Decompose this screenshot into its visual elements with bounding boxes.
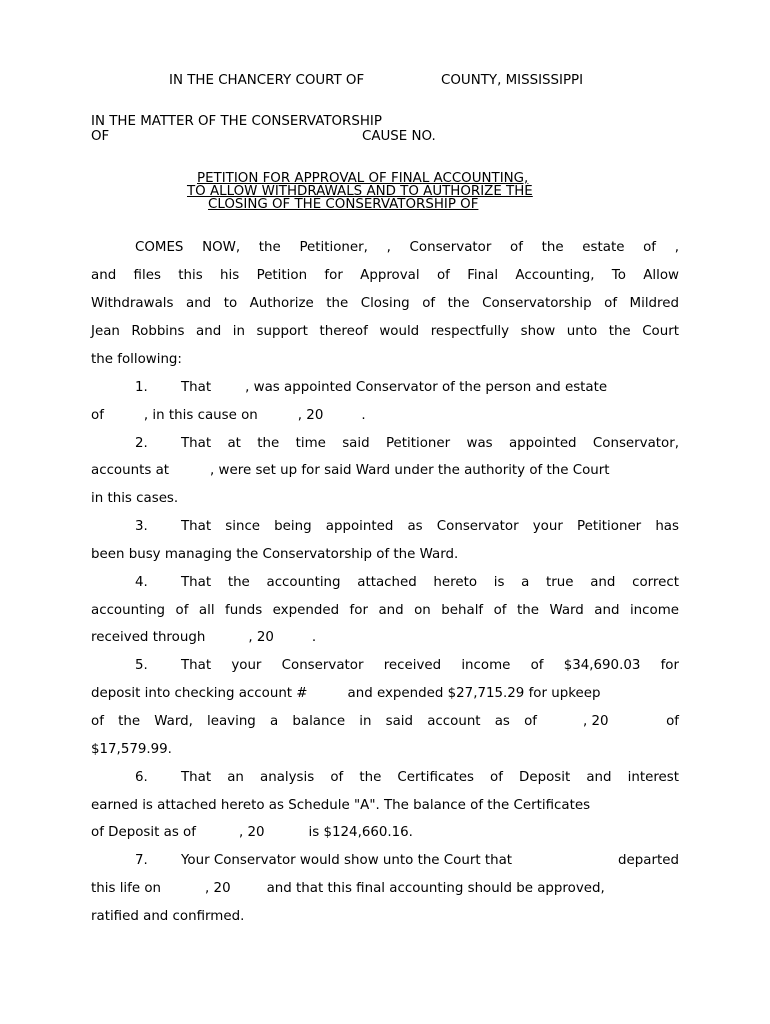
- item-3-line-2: been busy managing the Conservatorship of the Ward.: [91, 547, 459, 562]
- item-6-line-3: of Deposit as of , 20 is $124,660.16.: [91, 825, 413, 840]
- item-6-line-1: 6. That an analysis of the Certificates of Deposit and interest: [135, 770, 679, 785]
- intro-line-5: the following:: [91, 352, 182, 367]
- item-4-line-2: accounting of all funds expended for and on behalf of the Ward and income: [91, 603, 679, 618]
- item-1-line-1: 1. That , was appointed Conservator of the person and estate: [135, 380, 608, 395]
- item-5-line-3: of the Ward, leaving a balance in said account as of , 20 of: [91, 714, 679, 729]
- item-7-line-3: ratified and confirmed.: [91, 909, 245, 924]
- item-4-line-3: received through , 20 .: [91, 630, 317, 645]
- matter-line: IN THE MATTER OF THE CONSERVATORSHIP: [91, 114, 382, 129]
- item-1-line-2: of , in this cause on , 20 .: [91, 408, 366, 423]
- item-2-line-2: accounts at , were set up for said Ward under the authority of the Court: [91, 463, 610, 478]
- cause-number-label: CAUSE NO.: [362, 129, 436, 144]
- item-3-line-1: 3. That since being appointed as Conservator your Petitioner has: [135, 519, 679, 534]
- intro-line-4: Jean Robbins and in support thereof would respectfully show unto the Court: [91, 324, 679, 339]
- item-5-line-4: $17,579.99.: [91, 742, 172, 757]
- item-2-line-3: in this cases.: [91, 491, 179, 506]
- intro-line-3: Withdrawals and to Authorize the Closing of the Conservatorship of Mildred: [91, 296, 679, 311]
- matter-of-label: OF: [91, 129, 110, 144]
- petition-title-line-3: CLOSING OF THE CONSERVATORSHIP OF: [208, 197, 479, 212]
- item-7-line-2: this life on , 20 and that this final accounting should be approved,: [91, 881, 605, 896]
- court-header-right: COUNTY, MISSISSIPPI: [441, 73, 584, 88]
- item-7-line-1: 7. Your Conservator would show unto the Court that departed: [135, 853, 679, 868]
- petition-title-line-1: PETITION FOR APPROVAL OF FINAL ACCOUNTING,: [197, 171, 529, 186]
- intro-line-2: and files this his Petition for Approval of Final Accounting, To Allow: [91, 268, 679, 283]
- court-header-left: IN THE CHANCERY COURT OF: [169, 73, 365, 88]
- item-5-line-2: deposit into checking account # and expended $27,715.29 for upkeep: [91, 686, 601, 701]
- intro-line-1: COMES NOW, the Petitioner, , Conservator of the estate of ,: [135, 240, 679, 255]
- item-4-line-1: 4. That the accounting attached hereto is a true and correct: [135, 575, 679, 590]
- item-6-line-2: earned is attached hereto as Schedule "A". The balance of the Certificates: [91, 798, 591, 813]
- item-2-line-1: 2. That at the time said Petitioner was appointed Conservator,: [135, 436, 679, 451]
- petition-title-line-2: TO ALLOW WITHDRAWALS AND TO AUTHORIZE THE: [187, 184, 533, 199]
- item-5-line-1: 5. That your Conservator received income of $34,690.03 for: [135, 658, 679, 673]
